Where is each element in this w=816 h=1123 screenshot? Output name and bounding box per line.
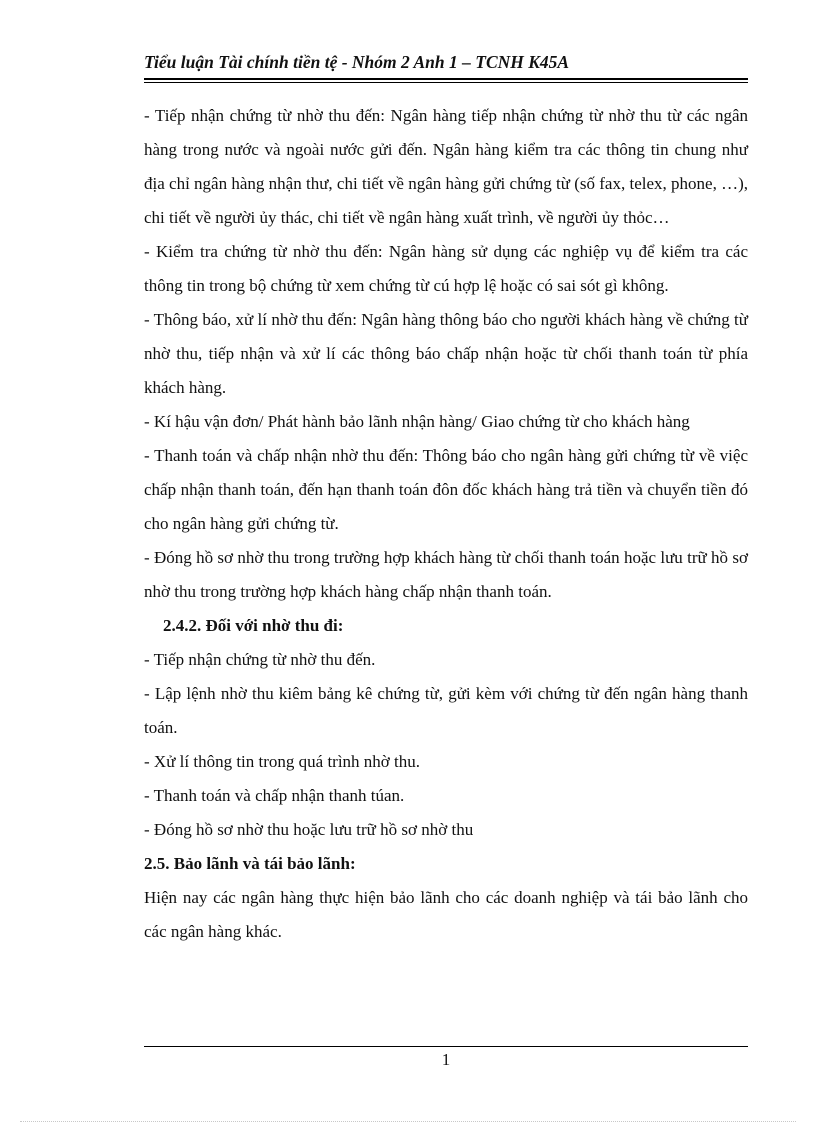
header-rule-thin (144, 82, 748, 83)
page-edge-dotted-line (20, 1121, 796, 1122)
paragraph-payment-acceptance: - Thanh toán và chấp nhận nhờ thu đến: Thông báo cho ngân hàng gửi chứng từ về việc chấp nhận thanh toán, đến hạn thanh toán đôn đốc khách hàng trả tiền và chuyển tiền đó cho ngân hàng gửi chứng từ. (144, 446, 748, 533)
header-rule-thick (144, 78, 748, 80)
running-header: Tiểu luận Tài chính tiền tệ - Nhóm 2 Anh 1 – TCNH K45A (144, 52, 570, 72)
paragraph-notify-process: - Thông báo, xử lí nhờ thu đến: Ngân hàng thông báo cho người khách hàng về chứng từ nhờ thu, tiếp nhận và xử lí các thông báo chấp nhận hoặc từ chối thanh toán từ phía khách hàng. (144, 310, 748, 397)
section-heading-2-5: 2.5. Bảo lãnh và tái bảo lãnh: (144, 854, 356, 873)
paragraph-endorse-bill: - Kí hậu vận đơn/ Phát hành bảo lãnh nhận hàng/ Giao chứng từ cho khách hàng (144, 412, 690, 431)
paragraph-payment: - Thanh toán và chấp nhận thanh túan. (144, 786, 405, 805)
paragraph-process-info: - Xử lí thông tin trong quá trình nhờ thu. (144, 752, 421, 771)
paragraph-guarantee: Hiện nay các ngân hàng thực hiện bảo lãnh cho các doanh nghiệp và tái bảo lãnh cho các ngân hàng khác. (144, 888, 748, 941)
paragraph-receive-documents: - Tiếp nhận chứng từ nhờ thu đến: Ngân hàng tiếp nhận chứng từ nhờ thu từ các ngân hàng trong nước và ngoài nước gửi đến. Ngân hàng kiểm tra các thông tin chung như địa chỉ ngân hàng nhận thư, chi tiết về ngân hàng gửi chứng từ (số fax, telex, phone, …), chi tiết về người ủy thác, chi tiết về ngân hàng xuất trình, về người ủy thỏc… (144, 106, 748, 227)
page-number: 1 (441, 1050, 451, 1069)
paragraph-check-documents: - Kiểm tra chứng từ nhờ thu đến: Ngân hàng sử dụng các nghiệp vụ để kiểm tra các thông tin trong bộ chứng từ xem chứng từ cú hợp lệ hoặc có sai sót gì không. (144, 242, 748, 295)
footer-rule (144, 1046, 748, 1047)
paragraph-outgoing-receive: - Tiếp nhận chứng từ nhờ thu đến. (144, 650, 376, 669)
paragraph-collection-order: - Lập lệnh nhờ thu kiêm bảng kê chứng từ, gửi kèm với chứng từ đến ngân hàng thanh toán. (144, 684, 748, 737)
page-body (144, 99, 748, 949)
paragraph-close-file: - Đóng hồ sơ nhờ thu trong trường hợp khách hàng từ chối thanh toán hoặc lưu trữ hồ sơ nhờ thu trong trường hợp khách hàng chấp nhận thanh toán. (144, 548, 748, 601)
paragraph-close-outgoing: - Đóng hồ sơ nhờ thu hoặc lưu trữ hồ sơ nhờ thu (144, 820, 474, 839)
section-heading-2-4-2: 2.4.2. Đối với nhờ thu đi: (163, 616, 344, 635)
